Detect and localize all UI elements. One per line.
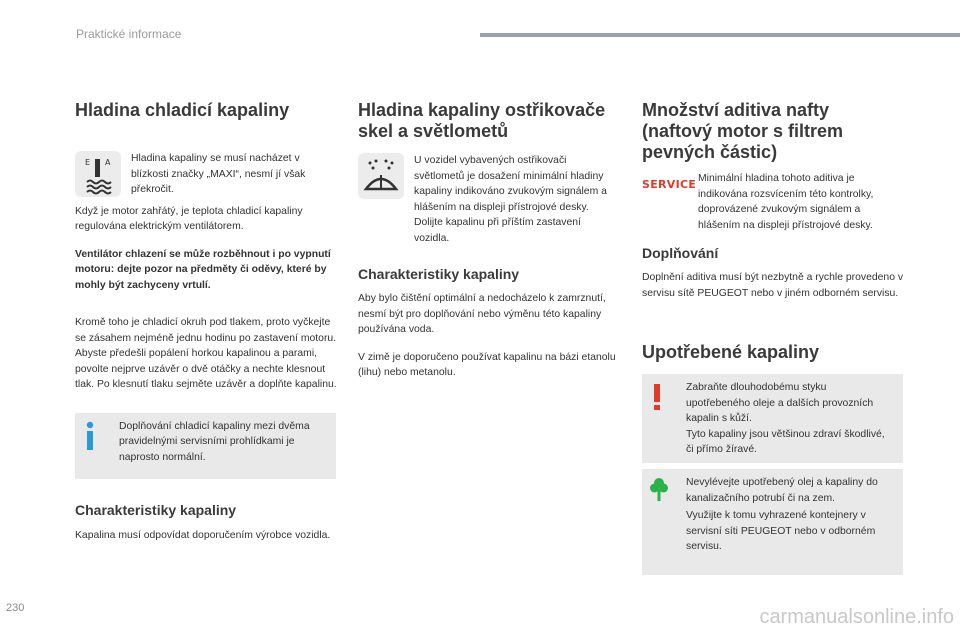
eco-note-text-1: Nevylévejte upotřebený olej a kapaliny do kanalizačního potrubí či na zem.: [686, 477, 878, 504]
washer-characteristics-title: Charakteristiky kapaliny: [358, 266, 520, 282]
tree-icon: [650, 477, 668, 508]
column-additive: [642, 100, 904, 575]
info-note: [75, 413, 336, 479]
coolant-paragraph-3: Abyste předešli popálení horkou kapalinou a parami, povolte nejprve uzávěr o dvě otáčky a nechte klesnout tlak. Po klesnutí tlaku sejměte uzávěr a doplňte kapalinu.: [75, 348, 337, 390]
eco-note-text-2: Využijte k tomu vyhrazené kontejnery v servisní síti PEUGEOT nebo v odborném servisu.: [686, 510, 876, 552]
coolant-characteristics-text: Kapalina musí odpovídat doporučením výrobce vozidla.: [75, 529, 331, 541]
additive-level-text: Minimální hladina tohoto aditiva je indikována rozsvícením této kontrolky, doprovázené zvukovým signálem a hlášením na displeji přístrojové desky.: [698, 173, 874, 231]
washer-paragraph-1: Aby bylo čištění optimální a nedocházelo k zamrznutí, nesmí být pro doplňování nebo výměnu této kapaliny používána voda.: [358, 293, 606, 335]
coolant-title: Hladina chladicí kapaliny: [75, 100, 290, 120]
washer-refill-text: Dolijte kapalinu při příštím zastavení vozidla.: [414, 217, 581, 244]
watermark: carmanualsonline.info: [759, 606, 954, 628]
warning-note: [642, 374, 903, 463]
warning-note-text-1: Zabraňte dlouhodobému styku upotřebeného oleje a dalších provozních kapalin s kůží.: [686, 382, 874, 424]
coolant-icon-row: [75, 151, 340, 198]
refill-title: Doplňování: [642, 245, 719, 261]
column-washer: [358, 100, 620, 381]
coolant-level-text: Hladina kapaliny se musí nacházet v blízkosti značky „MAXI“, nesmí jí však překročit.: [131, 153, 306, 195]
additive-icon-row: [642, 171, 904, 233]
coolant-paragraph-2: Kromě toho je chladicí okruh pod tlakem, proto vyčkejte se zásahem nejméně jednu hodinu po zastavení motoru.: [75, 317, 337, 344]
coolant-temperature-icon: [75, 151, 121, 197]
additive-title: Množství aditiva nafty (naftový motor s filtrem pevných částic): [642, 100, 844, 162]
washer-fluid-icon: [358, 153, 404, 199]
washer-icon-row: [358, 153, 620, 246]
svg-text:A: A: [105, 158, 111, 167]
used-fluids-title: Upotřebené kapaliny: [642, 342, 820, 362]
eco-note: [642, 469, 903, 575]
warning-note-text-2: Tyto kapaliny jsou většinou zdraví škodlivé, či přímo žíravé.: [686, 428, 885, 455]
refill-text: Doplnění aditiva musí být nezbytně a rychle provedeno v servisu sítě PEUGEOT nebo v jiném odborném servisu.: [642, 272, 904, 299]
service-icon: SERVICE: [642, 178, 697, 191]
washer-level-text: U vozidel vybavených ostřikovači světlometů je dosažení minimální hladiny kapaliny indikováno zvukovým signálem a hlášením na displeji přístrojové desky.: [414, 155, 607, 213]
info-icon: [83, 421, 97, 456]
exclamation-icon: [650, 382, 664, 417]
column-coolant: [75, 100, 340, 543]
fan-warning: Ventilátor chlazení se může rozběhnout i po vypnutí motoru: dejte pozor na předměty či oděvy, které by mohly být zachyceny vrtulí.: [75, 248, 331, 291]
section-header: Praktické informace: [76, 27, 182, 41]
svg-text:E: E: [85, 158, 91, 167]
info-note-text: Doplňování chladicí kapaliny mezi dvěma pravidelnými servisními prohlídkami je naprosto normální.: [119, 420, 310, 463]
washer-paragraph-2: V zimě je doporučeno používat kapalinu na bázi etanolu (lihu) nebo metanolu.: [358, 351, 616, 378]
header-bar: [480, 33, 960, 37]
page-number: 230: [6, 602, 25, 614]
washer-title: Hladina kapaliny ostřikovače skel a světlometů: [358, 100, 606, 141]
coolant-characteristics-title: Charakteristiky kapaliny: [75, 501, 237, 518]
coolant-paragraph-1: Když je motor zahřátý, je teplota chladicí kapaliny regulována elektrickým ventilátorem.: [75, 205, 303, 232]
